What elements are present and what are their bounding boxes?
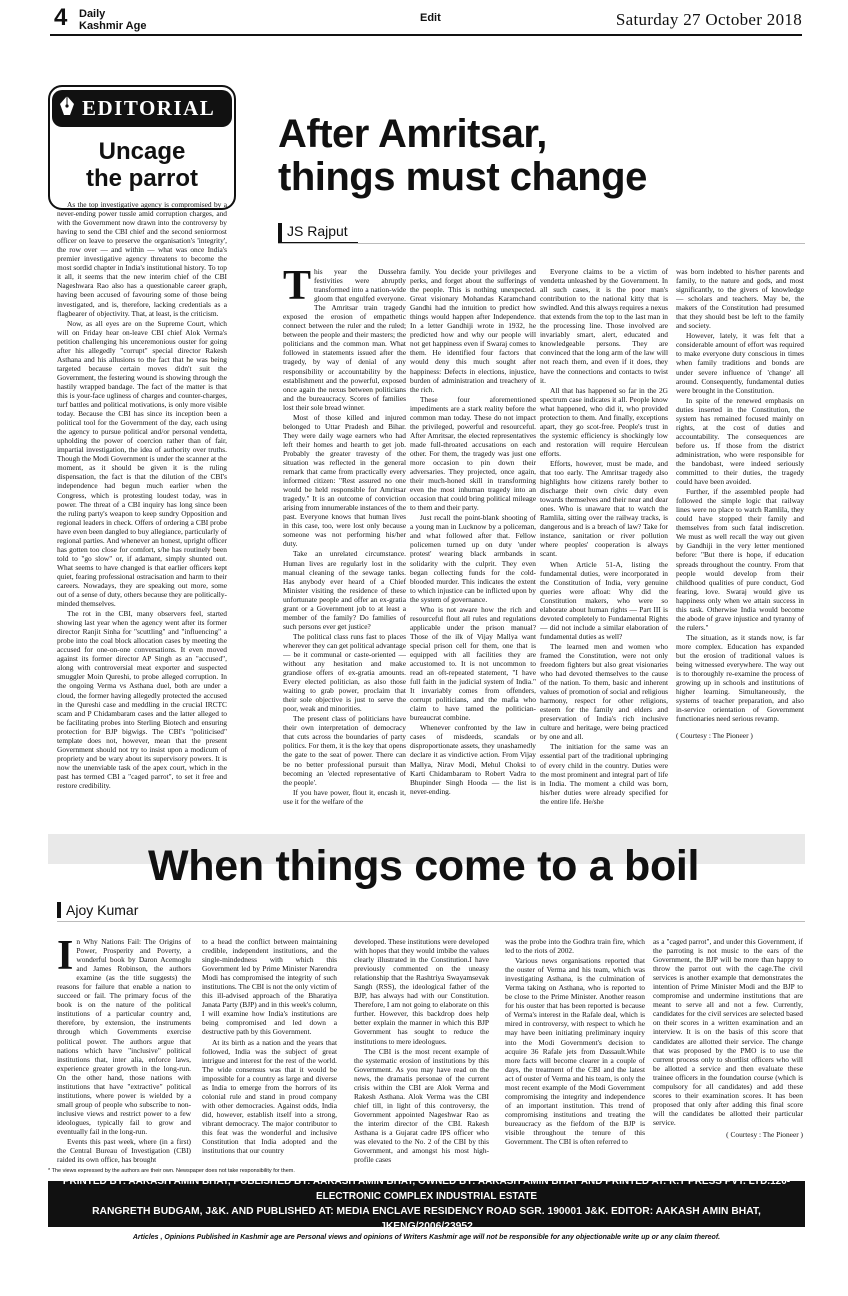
- article-column-5: [653, 937, 803, 1164]
- imprint-line1: PRINTED BY: AAKASH AMIN BHAT, PUBLISHED BY: AAKASH AMIN BHAT, OWNED BY: AAKASH AMIN BHAT AND PRINTED AT: K.T PRESS PVT. LTD.120- ELECTRONIC COMPLEX INDUSTRIAL ESTATE: [62, 1176, 791, 1202]
- header-rule: [50, 34, 802, 36]
- article-paragraph: Further, if the assembled people had followed the simple logic that railway lines were no place to watch Ramlila, they could have stopped their family and themselves from such fatal indiscretion. We must as well recall the way out given by Gandhiji in the very letter mentioned before: "But there is hope, if education spreads throughout the country. From that people would develop from their childhood qualities of pure conduct, God fearing, love. Swaraj would give us happiness only when we attain success in this task. Otherwise India would become the abode of grave injustice and tyranny of the rulers.": [676, 487, 804, 632]
- article-paragraph: However, lately, it was felt that a considerable amount of effort was required to make everyone duty conscious in times when family traditions and bonds are under severe influence of 'change' all around. Consequently, fundamental duties were brought in the Constitution.: [676, 331, 804, 395]
- article-column-3: [540, 267, 668, 812]
- byline-rule: [278, 243, 805, 244]
- article-paragraph: The present class of politicians have their own interpretation of democracy that cuts across the boundaries of party politics. For them, it is the key that opens the gate to the seat of power. There can be no better professional pursuit than becoming an 'elected representative of the people'.: [283, 714, 406, 787]
- headline-line1: After Amritsar,: [278, 112, 547, 156]
- pen-nib-icon: [52, 95, 82, 122]
- article-column-3: [354, 937, 489, 1164]
- editorial-body: [57, 200, 227, 815]
- editorial-paragraph: Now, as all eyes are on the Supreme Court, which will on Friday hear on-leave CBI chief Alok Verma's petition challenging his unceremonious ouster for going after his allegedly "corrupt" special director Rakesh Asthana and his allusions to the fact that he was being targeted because certain moves didn't suit the Government, the festering wound is showing through the hastily wrapped bandage. The fact of the matter is that this is your-face ugliness of charges and counter-charges, turf battles and political motivations, is only more visible today. Because the CBI has since its inception been a political tool for the Government of the day, each using the agency to pursue political and/or personal vendetta, upholding the power of coercion rather than of fair, impartial investigation, the idea of authority over truths. Though the Modi Government is under the scanner at the moment, as it should be given it is the ruling dispensation, the fact is that the dilution of the CBI's independence had begun much earlier when the Congress, which is protesting loudest today, was in power. The threat of a CBI inquiry has long since been the ruling party's weapon to keep sundry Opposition and regional leaders in check. Offers of ordering a CBI probe have even been dangled to buy allegiance, particularly of regional parties. And whenever an honest, upright officer has gotten too close for comfort, s/he has routinely been told to "go slow" or, if adamant, simply shunted out. What seems to have changed is that earlier officers kept quiet, fearing professional ostracisation and harm to their careers. Nowadays, they are speaking out more, some out of a sense of duty, others because they are politically-minded themselves.: [57, 318, 227, 609]
- headline-line2: things must change: [278, 155, 647, 199]
- byline-rule: [57, 921, 805, 922]
- article-paragraph: Everyone claims to be a victim of vendetta unleashed by the Government. In all such cases, it is the poor man's contribution to the national kitty that is swindled. And this always requires a nexus that extends from the top to the last man in the processing line. Those involved are invariably smart, alert, educated and knowledgeable persons. They are convinced that the long arm of the law will not reach them, and even if it does, they have the connections and contacts to twist it.: [540, 267, 668, 385]
- article-paragraph: Just recall the point-blank shooting of a young man in Lucknow by a policeman, and what followed after that. Fellow policemen turned up on duty 'under protest' wearing black armbands in solidarity with the culprit. They even began collecting funds for the cold-blooded murder. This indicates the extent to which injustice can be inflicted upon by the system of governance.: [410, 513, 536, 604]
- editorial-paragraph: As the top investigative agency is compromised by a never-ending power tussle amid corruption charges, and with the Government now drawn into the controversy by having to send the CBI chief and the second seniormost officer on leave to preserve the organisation's 'integrity', the row over — and within — what was once India's premier investigative agency threatens to become the most sordid chapter in India's institutional history. To top it all, it seems that the new interim chief of the CBI Nageshwara Rao also has a questionable career graph, having been accused of favouring some of those being investigated, and is, therefore, lacking credentials as a flagbearer of objectivity. That, at least, is the criticism.: [57, 200, 227, 318]
- article-byline: Ajoy Kumar: [57, 902, 138, 918]
- article-courtesy: ( Courtesy : The Pioneer ): [726, 1129, 803, 1139]
- article-paragraph: Events this past week, where (in a first) the Central Bureau of Investigation (CBI) raided its own office, has brought: [57, 1137, 191, 1164]
- issue-date: Saturday 27 October 2018: [615, 10, 802, 29]
- article-courtesy: ( Courtesy : The Pioneer ): [676, 731, 753, 741]
- article-paragraph: Who is not aware how the rich and resourceful flout all rules and regulations applicable under the prison manual? Those of the ilk of Vijay Mallya want special prison cell for them, one that is equipped with all facilities they are accustomed to. It is not uncommon to read an oft-repeated statement, "I have full faith in the judicial system of India." It invariably comes from offenders, corrupt politicians, and the mafia who claim to have tamed the politician-bureaucrat combine.: [410, 604, 536, 723]
- article-paragraph: If you have power, flout it, encash it, use it for the welfare of the: [283, 787, 406, 806]
- article-paragraph: was born indebted to his/her parents and family, to the nature and gods, and most significantly, to the givers of knowledge — scholars and teachers. May be, the makers of the Constitution had presumed that they should best be left to the family and society.: [676, 267, 804, 331]
- article-column-2: [202, 937, 337, 1164]
- editorial-title-line1: Uncage: [98, 138, 186, 165]
- paper-name-line1: Daily: [79, 8, 106, 20]
- article-paragraph: Various news organisations reported that the ouster of Verma and his team, which was investigating Asthana, is the culmination of Verma taking on Asthana, who is reported to be close to the Prime Minister. Another reason for his ouster that has been reported is because of Verma's interest in the Rafale deal, which is mired in controversy, with respect to which he may have been initiating preliminary inquiry into the Modi Government's decision to acquire 36 Rafale jets from Dassault.While more facts will become clearer in a couple of days, the treatment of the CBI and the latest act of ouster of Verma and his team, is only the most recent example of the Modi Government compromising the integrity and independence of an important institution. This trend of compromising institutions and treating the bureaucracy as the fiefdom of the BJP is visible throughout the tenure of this Government. The CBI is often referred to: [505, 956, 645, 1147]
- article-paragraph: developed. These institutions were developed with hopes that they would imbibe the values clearly illustrated in the Constitution.I have previously commented on the uneasy relationship that the Rashtriya Swayamsevak Sangh (RSS), the ideological father of the BJP, has always had with our Constitution. Therefore, I am not going to elaborate on this further. However, this backdrop does help better explain the manner in which this BJP Government has sought to reduce the institutions to mere ideologues.: [354, 937, 489, 1046]
- article-column-1: [57, 937, 191, 1164]
- paragraph-text: n Why Nations Fail: The Origins of Power, Prosperity and Poverty, a wonderful book by Daron Acemoglu and James Robinson, the authors examine (as the title suggests) the reasons for failure that enable a nation to succeed or fail. The primary focus of the book is on the nature of the political institutions of a particular country and, therefore, by extension, the instruments through which Governments exercise political power. The authors argue that nations which have "inclusive" political institutions that, inter alia, enforce laws, experience greater growth in the long-run. On the other hand, those nations with institutions that have "extractive" political institutions, where power is wielded by a small group of people who subscribe to non-inclusive views and restrict power to a few ideologues, typically fail to grow and eventually fail in the long-run.: [57, 937, 191, 1136]
- article-paragraph: The political class runs fast to places wherever they can get political advantage — be it communal or caste-oriented — without any hesitation and make grandiose offers of ex-gratia amounts. Every elected politician, as also those waiting to grab power, proclaim that their sole objective is just to serve the poor, weak and minorities.: [283, 631, 406, 714]
- article-paragraph: to a head the conflict between maintaining credible, independent institutions, and the single-mindedness with which this Government led by Prime Minister Narendra Modi has compromised the integrity of such institutions. The CBI is not the only victim of this ill-advised approach of the Bharatiya Janata Party (BJP) and in this week's column, I will examine how India's institutions are being compromised and led down a destructive path by this Government.: [202, 937, 337, 1037]
- article-paragraph: In spite of the renewed emphasis on duties inserted in the Constitution, the system has remained focused mainly on rights, at the cost of duties and accountability. The consequences are before us. If those from the district administration, who were responsible for the bandobast, were indeed seriously committed to their duties, the tragedy could have been avoided.: [676, 395, 804, 487]
- article-column-1: [283, 267, 406, 812]
- article-paragraph: The CBI is the most recent example of the systematic erosion of institutions by this Government. As you may have read on the news, the dramatis personae of the current crisis within the CBI are Alok Verma and Rakesh Asthana. Alok Verma was the CBI chief till, in light of this controversy, the Government appointed Nageshwar Rao as the interim director of the CBI. Rakesh Asthana is a Gujarat cadre IPS officer who was elevated to the No. 2 of the CBI by this Government, and amongst his most high-profile cases: [354, 1046, 489, 1164]
- article-paragraph: The learned men and women who framed the Constitution, were not only freedom fighters but also great visionaries who had devoted themselves to the cause of the nation. To them, basic and inherent values of promotion of social and religious harmony, respect for other religions, esteem for the family and elders and preservation of India's rich inclusive culture and heritage, were being practiced by one and all.: [540, 641, 668, 742]
- editorial-title-line2: the parrot: [85, 165, 198, 192]
- editorial-title: [48, 138, 236, 192]
- article-paragraph: as a "caged parrot", and under this Government, if the parroting is not music to the ears of the Government, the BJP will be more than happy to throw the parrot out with the cage.The civil services is another example that demonstrates the intention of Prime Minister Modi and the BJP to compromise and undermine institutions that are meant to serve all and not a few. Currently, candidates for the civil services are selected based on their scores in a written examination and an interview. It is on the basis of this score that candidates are allotted their service. The change that was proposed by the PMO is to use the current process only to shortlist officers who will be allotted a service and then evaluate these trainee officers in the foundation course (which is compulsory for all candidates) and add these scores to their examination scores. It has been proposed that only after adding this final score will the candidates be allotted their particular service.: [653, 937, 803, 1127]
- imprint-line2: RANGRETH BUDGAM, J&K. AND PUBLISHED AT: MEDIA ENCLAVE RESIDENCY ROAD SGR. 190001 J&K. EDITOR: AAKASH AMIN BHAT, JKENG/2006/23952: [92, 1206, 761, 1232]
- imprint-box: [48, 1176, 805, 1232]
- article-column-2: [410, 267, 536, 812]
- page-number: 4: [54, 4, 68, 31]
- article-paragraph: When Article 51-A, listing the fundamental duties, were incorporated in the Constitution of India, very genuine queries were afloat: Why did the Constitution makers, who were so elaborate about human rights — Part III is devoted completely to Fundamental Rights — did not include a similar elaboration of fundamental duties as well?: [540, 559, 668, 641]
- article-paragraph: All that has happened so far in the 2G spectrum case indicates it all. People know what happened, who did it, who provided protection to them. And finally, exceptions apart, they go scot-free. People's trust in the systemic efficiency is shockingly low and restoration will require Herculean efforts.: [540, 385, 668, 458]
- paper-name-line2: Kashmir Age: [79, 20, 147, 32]
- article-paragraph: was the probe into the Godhra train fire, which led to the riots of 2002.: [505, 937, 645, 956]
- article-column-4: [676, 267, 804, 812]
- editorial-banner: [52, 90, 232, 127]
- article-paragraph: The situation, as it stands now, is far more complex. Education has expanded but the erosion of traditional values is being witnessed everywhere. The way out is to thoroughly re-examine the process of growing up in schools and institutions of higher learning. Simultaneously, the systems of teacher preparation, and also in-service orientation of Government functionaries need serious revamp.: [676, 632, 804, 724]
- editorial-label: EDITORIAL: [82, 96, 216, 120]
- paragraph-text: his year the Dussehra festivities were abruptly transformed into a nation-wide gloom that engulfed everyone. The Amritsar train tragedy exposed the erosion of empathetic connect between the ruler and the ruled; between the people and their masters; the politicians and the common man. What followed in statements issued after the tragedy, by way of denial of any responsibility or accountability by the establishment and the powerful, exposed once again the nexus between politicians and the bureaucracy. Scores of families lost their sole bread winner.: [283, 267, 406, 412]
- drop-cap: T: [283, 267, 312, 309]
- article-paragraph: [283, 267, 406, 412]
- paper-name: [79, 8, 146, 32]
- article-headline: When things come to a boil: [148, 842, 700, 890]
- article-paragraph: Most of those killed and injured belonged to Uttar Pradesh and Bihar. They were daily wage earners who had left their homes and hearth to get job. Probably the greater travesty of the situation was reflected in the general remark that came from practically every informed citizen: "Rest assured no one would be held responsible for Amritsar tragedy." It is an outcome of conviction arising from innumerable instances of the past. Everyone knows that human lives in this case, too, were lost only because someone was not performing his/her duty.: [283, 412, 406, 549]
- drop-cap: I: [57, 937, 74, 979]
- article-paragraph: These four aforementioned impediments are a stark reality before the common man today. These do not impact the privileged, powerful and resourceful. After Amritsar, the elected representatives made full-throated accusations on each other. For them, the tragedy was just one more occasion to pin down their adversaries. They projected, once again, their much-honed skill in transforming even the most inhuman tragedy into an occasion that could bring political mileage to them and their party.: [410, 394, 536, 513]
- article-headline: [278, 113, 647, 199]
- article-paragraph: [57, 937, 191, 1136]
- editorial-paragraph: The rot in the CBI, many observers feel, started showing last year when the agency went after its former director Ranjit Sinha for "scuttling" and "influencing" a probe into the coal block allocation cases by meeting the accused for one-on-one conversations. It even moved against its former director AP Singh as an "accused", along with controversial meat exporter and suspected smuggler Moin Qureshi, to probe alleged corruption. In the ongoing Verma vs Asthana duel, both are under a cloud, the former having allegedly protected the accused in the Qureshi case and meddling in the crucial IRCTC scam and P Chidambaram cases and the latter alleged to be facilitating probes into Sterling Biotech and ensuring protection for BJP bigwigs. The CBI's "politicised" template does not, however, mean that the present Government should not try to insist upon a modicum of propriety and be wary about its supervisory powers. It is now the unenviable task of the apex court, which in the past has termed CBI a "caged parrot", to set it free and restore credibility.: [57, 609, 227, 790]
- section-label: Edit: [420, 12, 441, 24]
- article-byline: JS Rajput: [278, 223, 358, 243]
- article-paragraph: Whenever confronted by the law in cases of misdeeds, scandals or disproportionate assets, they unashamedly declare it as vindictive action. From Vijay Mallya, Nirav Modi, Mehul Choksi to Karti Chidambaram to Robert Vadra to Bhupinder Singh Hooda — the list is never-ending.: [410, 723, 536, 796]
- article-column-4: [505, 937, 645, 1164]
- article-paragraph: At its birth as a nation and the years that followed, India was the subject of great intrigue and interest for the rest of the world. The wide consensus was that it would be impossible for a country as large and diverse as India to emerge from the horrors of its colonial rule and stand in proud company with other democracies. Against odds, India did, however, establish itself into a strong, vibrant democracy. The major contributor to this feat was the wonderful and inclusive Constitution that India adopted and the institutions that our country: [202, 1037, 337, 1156]
- article-paragraph: family. You decide your privileges and perks, and forget about the sufferings of the people. This is nothing unexpected. Great visionary Mohandas Karamchand Gandhi had the intuition to predict how things would happen after Independence. In a letter Gandhiji wrote in 1932, he predicted how and why our people will not get happiness even if Swaraj comes to them. He identified four factors that would deny this much sought after happiness: Defects in elections, injustice, burden of administration and treachery of the rich.: [410, 267, 536, 394]
- article-paragraph: Efforts, however, must be made, and that too early. The Amritsar tragedy also highlights how citizens rarely bother to discharge their own civic duty even towards themselves and their near and dear ones. Who is unaware that to watch the Ramlila, sitting over the railway tracks, is dangerous and is a breach of law? Take for instance, sanitation or river pollution where peoples' cooperation is always scant.: [540, 458, 668, 559]
- footer-note: Articles , Opinions Published in Kashmir age are Personal views and opinions of Writers Kashmir age will not be responsible for any objectionable write up or any claim thereof.: [132, 1234, 721, 1241]
- disclaimer: * The views expressed by the authors are their own. Newspaper does not take responsibility for them.: [48, 1168, 295, 1174]
- article-paragraph: Take an unrelated circumstance. Human lives are regularly lost in the manual cleaning of the sewage tanks. Has anybody ever heard of a Chief Minister visiting the residence of these unfortunate people and offer an ex-gratia grant or a Government job to at least a member of the family? Do families of such persons ever get justice?: [283, 549, 406, 631]
- article-paragraph: The initiation for the same was an essential part of the traditional upbringing of every child in the country. Duties were the most prominent and integral part of life in India. The moment a child was born, his/her duties were already specified for the entire life. He/she: [540, 742, 668, 806]
